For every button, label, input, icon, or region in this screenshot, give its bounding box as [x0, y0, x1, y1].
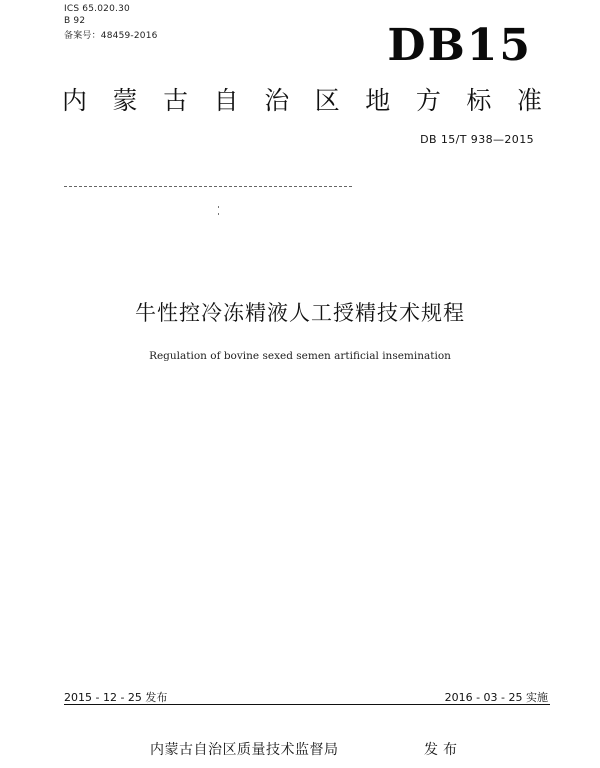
standard-type-char: 自 — [213, 86, 239, 115]
standard-type-char: 蒙 — [112, 86, 138, 115]
publish-date: 2015 - 12 - 25 发布 — [64, 691, 168, 704]
standard-type-char: 古 — [163, 86, 189, 115]
scan-speck — [218, 213, 219, 215]
standard-type-heading — [62, 86, 542, 116]
standard-type-char: 标 — [466, 86, 492, 115]
scan-speck — [218, 206, 219, 208]
footer-divider — [64, 704, 550, 705]
title-chinese: 牛性控冷冻精液人工授精技术规程 — [135, 301, 465, 325]
record-number: 备案号：48459-2016 — [64, 31, 158, 41]
standard-type-char: 准 — [516, 86, 542, 115]
ics-code: ICS 65.020.30 — [64, 4, 130, 14]
header-divider — [64, 186, 352, 187]
standard-number: DB 15/T 938—2015 — [420, 133, 534, 146]
title-english: Regulation of bovine sexed semen artificial insemination — [149, 350, 451, 362]
standard-type-char: 地 — [365, 86, 391, 115]
issue-label: 发布 — [424, 742, 462, 758]
classification-code: B 92 — [64, 16, 86, 26]
implement-date: 2016 - 03 - 25 实施 — [444, 691, 548, 704]
standard-type-char: 治 — [264, 86, 290, 115]
db15-logo: DB15 — [387, 20, 532, 71]
standard-type-char: 区 — [314, 86, 340, 115]
standard-type-char: 内 — [62, 86, 88, 115]
standard-type-char: 方 — [415, 86, 441, 115]
issuing-authority: 内蒙古自治区质量技术监督局 — [150, 742, 339, 758]
